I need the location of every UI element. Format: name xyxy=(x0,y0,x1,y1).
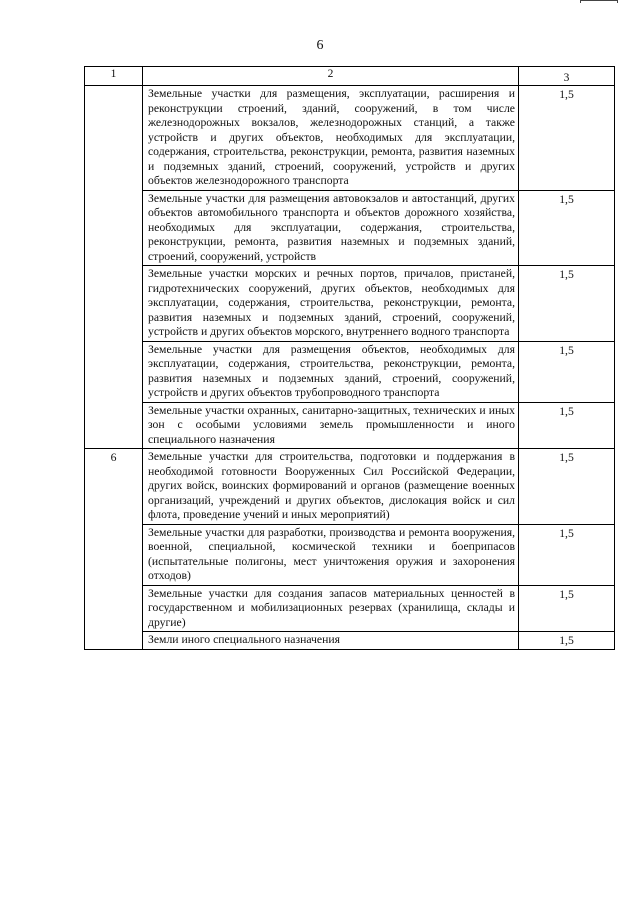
table-row xyxy=(85,402,615,449)
row-coefficient: 1,5 xyxy=(519,266,615,342)
row-coefficient: 1,5 xyxy=(519,632,615,650)
table-row xyxy=(85,585,615,632)
row-description: Земли иного специального назначения xyxy=(143,632,519,650)
row-description: Земельные участки охранных, санитарно-защитных, технических и иных зон с особыми условиями земель промышленности и иного специального назначения xyxy=(143,402,519,449)
table-row xyxy=(85,266,615,342)
row-description: Земельные участки для размещения, эксплуатации, расширения и реконструкции строений, зданий, сооружений, в том числе железнодорожных вокзалов, железнодорожных станций, а также устройств и других объектов, необходимых для эксплуатации, содержания, строительства, реконструкции, ремонта, развития наземных и подземных зданий, строений, сооружений, устройств и других объектов железнодорожного транспорта xyxy=(143,86,519,191)
row-description: Земельные участки для создания запасов материальных ценностей в государственном и мобилизационных резервах (хранилища, склады и другие) xyxy=(143,585,519,632)
row-coefficient: 1,5 xyxy=(519,86,615,191)
column-header-3: 3 xyxy=(519,67,615,86)
row-coefficient: 1,5 xyxy=(519,585,615,632)
row-coefficient: 1,5 xyxy=(519,190,615,266)
row-description: Земельные участки для размещения автовокзалов и автостанций, других объектов автомобильного транспорта и объектов дорожного хозяйства, необходимых для эксплуатации, содержания, строительства, реконструкции, ремонта, развития наземных и подземных зданий, строений, сооружений, устройств xyxy=(143,190,519,266)
table-row xyxy=(85,449,615,525)
row-description: Земельные участки для размещения объектов, необходимых для эксплуатации, содержания, строительства, реконструкции, ремонта, развития наземных и подземных зданий, строений, сооружений, устройств и других объектов трубопроводного транспорта xyxy=(143,341,519,402)
land-coefficient-table xyxy=(84,66,615,650)
row-description: Земельные участки для строительства, подготовки и поддержания в необходимой готовности Вооруженных Сил Российской Федерации, других войск, воинских формирований и органов (размещение военных организаций, учреждений и других объектов, дислокация войск и сил флота, проведение учений и иных мероприятий) xyxy=(143,449,519,525)
row-code-cell xyxy=(85,86,143,449)
row-description: Земельные участки для разработки, производства и ремонта вооружения, военной, специальной, космической техники и боеприпасов (испытательные полигоны, мест уничтожения оружия и захоронения отходов) xyxy=(143,524,519,585)
column-header-1: 1 xyxy=(85,67,143,86)
table-row xyxy=(85,86,615,191)
column-header-2: 2 xyxy=(143,67,519,86)
row-coefficient: 1,5 xyxy=(519,449,615,525)
table-row xyxy=(85,341,615,402)
table-row xyxy=(85,524,615,585)
table-row xyxy=(85,190,615,266)
table-row xyxy=(85,632,615,650)
row-coefficient: 1,5 xyxy=(519,524,615,585)
table-header-row xyxy=(85,67,615,86)
corner-crop-mark xyxy=(580,0,618,3)
row-description: Земельные участки морских и речных портов, причалов, пристаней, гидротехнических сооружений, других объектов, необходимых для эксплуатации, содержания, строительства, реконструкции, ремонта, развития наземных и подземных зданий, строений, сооружений, устройств и других объектов морского, внутреннего водного транспорта xyxy=(143,266,519,342)
row-coefficient: 1,5 xyxy=(519,341,615,402)
row-coefficient: 1,5 xyxy=(519,402,615,449)
page-number: 6 xyxy=(316,38,324,53)
row-code-cell: 6 xyxy=(85,449,143,650)
